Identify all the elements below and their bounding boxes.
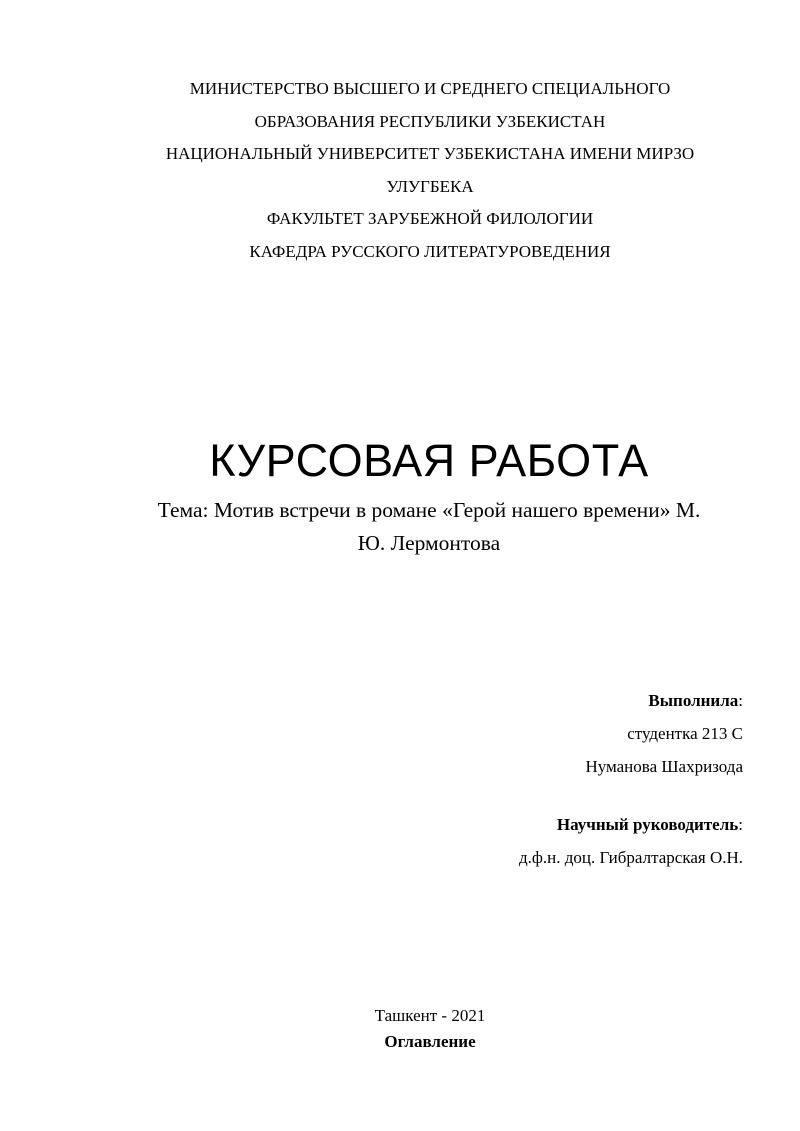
header-line-ministry-2: ОБРАЗОВАНИЯ РЕСПУБЛИКИ УЗБЕКИСТАН: [254, 111, 606, 131]
signature-gap: [343, 783, 743, 808]
performed-by-label: Выполнила: [648, 691, 739, 710]
header-line-university-1: НАЦИОНАЛЬНЫЙ УНИВЕРСИТЕТ УЗБЕКИСТАНА ИМЕНИ МИРЗО: [165, 144, 695, 163]
supervisor-label: Научный руководитель: [556, 815, 739, 834]
theme-line-2: Ю. Лермонтова: [357, 531, 501, 555]
supervisor-colon: :: [738, 815, 743, 834]
city-year: Ташкент - 2021: [374, 1006, 486, 1025]
student-role: студентка 213 С: [627, 724, 743, 743]
contents-heading: Оглавление: [384, 1032, 476, 1051]
header-line-university-2: УЛУГБЕКА: [386, 176, 474, 196]
document-theme: [100, 494, 758, 560]
institution-header: [110, 73, 750, 268]
signature-block: [343, 684, 743, 874]
performed-by-colon: :: [738, 691, 743, 710]
performed-by-row: [343, 684, 743, 717]
footer: [110, 1003, 750, 1055]
student-name: Нуманова Шахризода: [585, 757, 743, 776]
document-title: КУРСОВАЯ РАБОТА: [209, 435, 649, 486]
header-line-faculty: ФАКУЛЬТЕТ ЗАРУБЕЖНОЙ ФИЛОЛОГИИ: [266, 209, 594, 228]
header-line-department: КАФЕДРА РУССКОГО ЛИТЕРАТУРОВЕДЕНИЯ: [249, 241, 611, 261]
theme-line-1: Тема: Мотив встречи в романе «Герой нашего времени» М.: [157, 498, 701, 522]
supervisor-name: д.ф.н. доц. Гибралтарская О.Н.: [518, 848, 743, 867]
header-line-ministry-1: МИНИСТЕРСТВО ВЫСШЕГО И СРЕДНЕГО СПЕЦИАЛЬНОГО: [189, 79, 671, 98]
supervisor-row: [343, 808, 743, 841]
